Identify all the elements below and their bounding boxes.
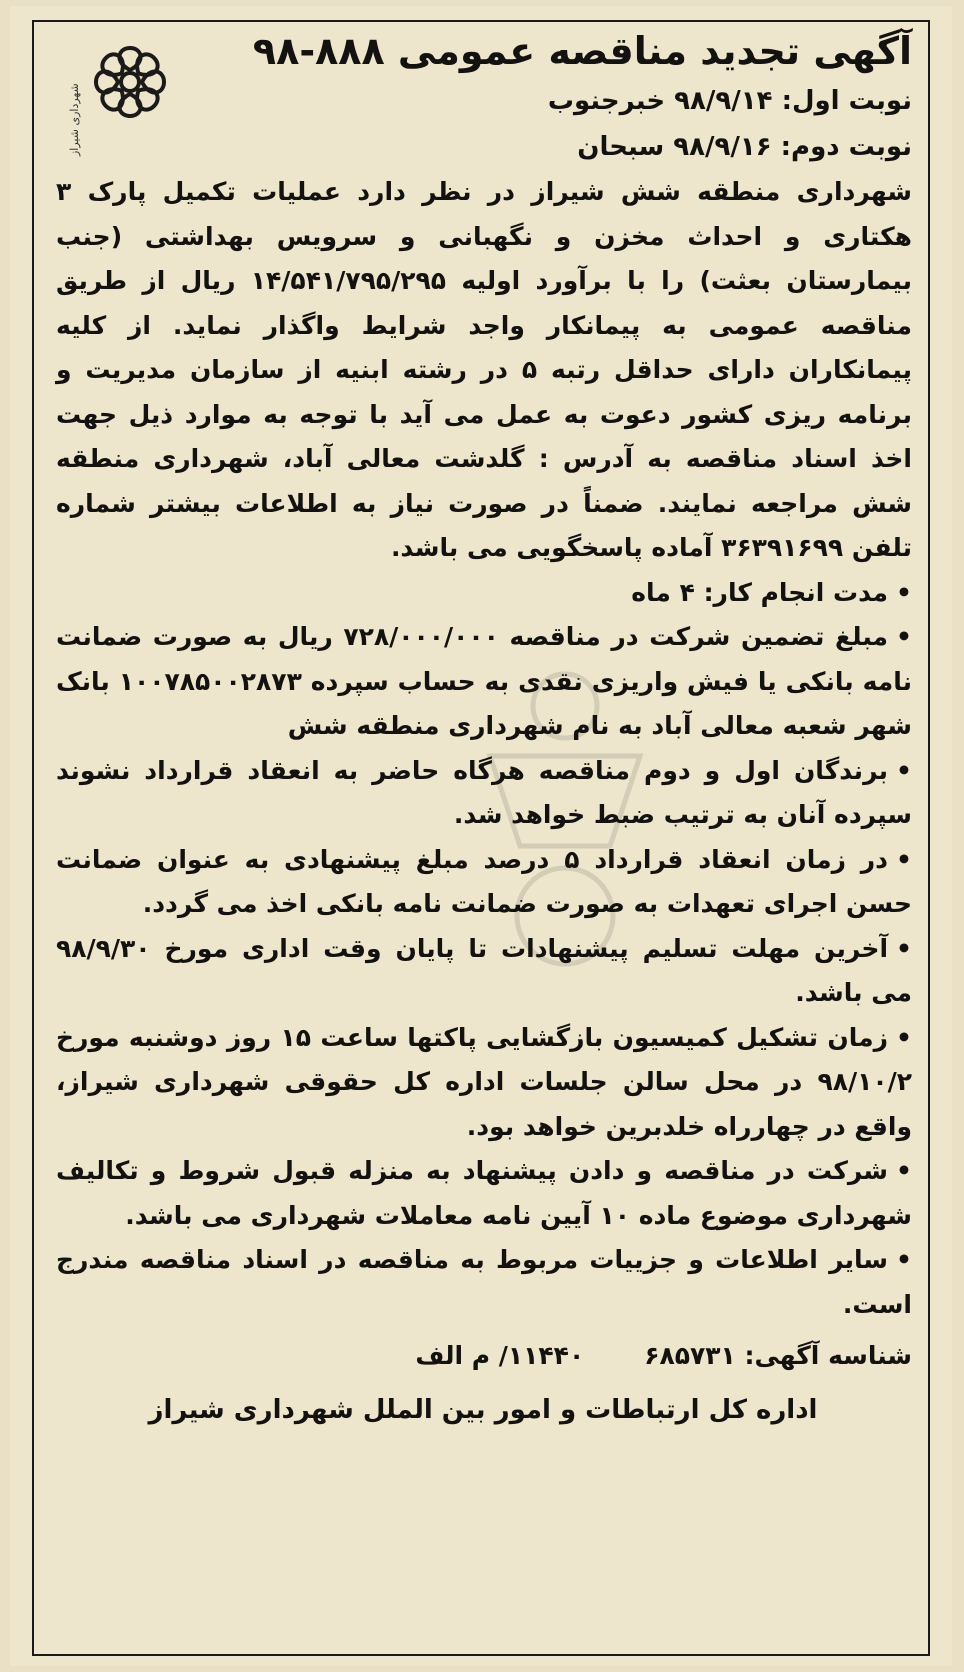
bullet-text: آخرین مهلت تسلیم پیشنهادات تا پایان وقت اداری مورخ ۹۸/۹/۳۰ می باشد.: [56, 933, 912, 1007]
bullet-item: •زمان تشکیل کمیسیون بازگشایی پاکتها ساعت ۱۵ روز دوشنبه مورخ ۹۸/۱۰/۲ در محل سالن جلسات اداره کل حقوقی شهرداری شیراز، واقع در چهارراه خلدبرین خواهد بود.: [56, 1022, 912, 1141]
second-publication: نوبت دوم: ۹۸/۹/۱۶ سبحان: [577, 132, 912, 162]
bullet-text: سایر اطلاعات و جزییات مربوط به مناقصه در اسناد مناقصه مندرج است.: [56, 1245, 912, 1319]
ref-code: ۱۱۴۴۰/ م الف: [415, 1341, 585, 1370]
bullet-item: •مبلغ تضمین شرکت در مناقصه ۷۲۸/۰۰۰/۰۰۰ ریال به صورت ضمانت نامه بانکی یا فیش واریزی نقدی به حساب سپرده ۱۰۰۷۸۵۰۰۲۸۷۳ بانک شهر شعبه معالی آباد به نام شهرداری منطقه شش: [56, 622, 912, 740]
first-publication: نوبت اول: ۹۸/۹/۱۴ خبرجنوب: [547, 86, 912, 116]
bullet-text: مدت انجام کار: ۴ ماه: [631, 577, 889, 607]
bullet-item: •آخرین مهلت تسلیم پیشنهادات تا پایان وقت اداری مورخ ۹۸/۹/۳۰ می باشد.: [56, 933, 912, 1007]
intro-paragraph: شهرداری منطقه شش شیراز در نظر دارد عملیات تکمیل پارک ۳ هکتاری و احداث مخزن و نگهبانی و سرویس بهداشتی (جنب بیمارستان بعثت) را با برآورد اولیه ۱۴/۵۴۱/۷۹۵/۲۹۵ ریال از طریق مناقصه عمومی به پیمانکار واجد شرایط واگذار نماید. از کلیه پیمانکاران دارای حداقل رتبه ۵ در رشته ابنیه از سازمان مدیریت و برنامه ریزی کشور دعوت به عمل می آید با توجه به موارد ذیل جهت اخذ اسناد مناقصه به آدرس : گلدشت معالی آباد، شهرداری منطقه شش مراجعه نمایند. ضمناً در صورت نیاز به اطلاعات بیشتر شماره تلفن ۳۶۳۹۱۶۹۹ آماده پاسخگویی می باشد.: [56, 177, 912, 562]
bullet-text: مبلغ تضمین شرکت در مناقصه ۷۲۸/۰۰۰/۰۰۰ ریال به صورت ضمانت نامه بانکی یا فیش واریزی نقدی به حساب سپرده ۱۰۰۷۸۵۰۰۲۸۷۳ بانک شهر شعبه معالی آباد به نام شهرداری منطقه شش: [56, 622, 912, 740]
logo-caption: شهرداری شیراز: [68, 83, 81, 156]
bullet-item: •در زمان انعقاد قرارداد ۵ درصد مبلغ پیشنهادی به عنوان ضمانت حسن اجرای تعهدات به صورت ضمانت نامه بانکی اخذ می گردد.: [56, 844, 912, 918]
issuing-office: اداره کل ارتباطات و امور بین الملل شهرداری شیراز: [148, 1395, 818, 1425]
bullet-item: •برندگان اول و دوم مناقصه هرگاه حاضر به انعقاد قرارداد نشوند سپرده آنان به ترتیب ضبط خواهد شد.: [56, 755, 912, 829]
ad-identifiers: [48, 1333, 918, 1379]
ad-content: [48, 24, 918, 1435]
bullet-text: شرکت در مناقصه و دادن پیشنهاد به منزله قبول شروط و تکالیف شهرداری موضوع ماده ۱۰ آیین نامه معاملات شهرداری می باشد.: [56, 1156, 912, 1230]
bullet-text: برندگان اول و دوم مناقصه هرگاه حاضر به انعقاد قرارداد نشوند سپرده آنان به ترتیب ضبط خواهد شد.: [56, 755, 912, 829]
bullet-item: •مدت انجام کار: ۴ ماه: [631, 577, 912, 607]
bullet-text: زمان تشکیل کمیسیون بازگشایی پاکتها ساعت ۱۵ روز دوشنبه مورخ ۹۸/۱۰/۲ در محل سالن جلسات اداره کل حقوقی شهرداری شیراز، واقع در چهارراه خلدبرین خواهد بود.: [56, 1022, 912, 1141]
bullet-item: •سایر اطلاعات و جزییات مربوط به مناقصه در اسناد مناقصه مندرج است.: [56, 1245, 912, 1319]
ad-id: شناسه آگهی: ۶۸۵۷۳۱: [644, 1341, 912, 1370]
bullet-item: •شرکت در مناقصه و دادن پیشنهاد به منزله قبول شروط و تکالیف شهرداری موضوع ماده ۱۰ آیین نامه معاملات شهرداری می باشد.: [56, 1156, 912, 1230]
ad-title: آگهی تجدید مناقصه عمومی ۸۸۸-۹۸: [252, 29, 912, 73]
newspaper-clipping: [10, 6, 952, 1666]
bullet-text: در زمان انعقاد قرارداد ۵ درصد مبلغ پیشنهادی به عنوان ضمانت حسن اجرای تعهدات به صورت ضمانت نامه بانکی اخذ می گردد.: [56, 844, 912, 918]
